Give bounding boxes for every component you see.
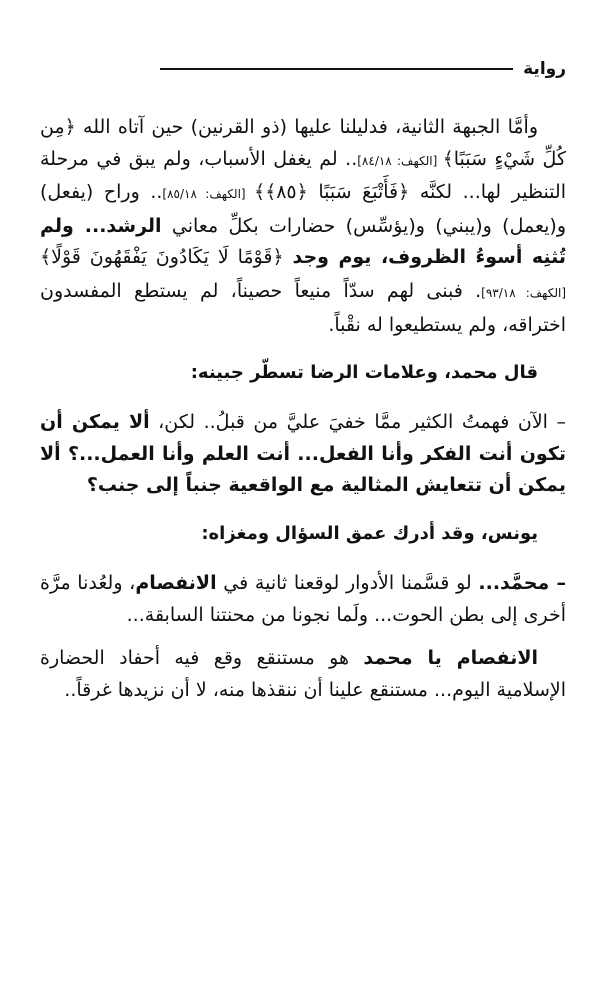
paragraph-4: [40, 643, 566, 706]
quran-citation-1: [الكهف: ٨٤/١٨]: [357, 153, 443, 168]
paragraph-1-text-b: .. لم يغفل الأسباب، ولم يبق في مرحلة التنظير لها... لكنَّه: [40, 147, 566, 204]
paragraph-3-bold-name: – محمَّد...: [478, 571, 566, 594]
paragraph-3-text-b: لو قسَّمنا الأدوار لوقعنا ثانية في: [216, 571, 479, 594]
quran-quote-2: ﴿فَأَتْبَعَ سَبَبًا ﴿٨٥﴾﴾: [253, 181, 410, 204]
running-header: [160, 54, 566, 84]
paragraph-2-bold-text: ألا يمكن أن تكون أنت الفكر وأنا الفعل... أنت العلم وأنا العمل...؟ ألا يمكن أن تتعايش المثالية مع الواقعية جنباً إلى جنب؟: [40, 411, 566, 497]
paragraph-2-text-a: – الآن فهمتُ الكثير ممَّا خفيَ عليَّ من قبلُ.. لكن،: [149, 411, 566, 434]
paragraph-2: [40, 407, 566, 502]
page-body: [40, 112, 566, 706]
quran-citation-2: [الكهف: ٨٥/١٨]: [162, 187, 254, 202]
paragraph-3-text-d: ، ولعُدنا مرَّة أخرى إلى بطن الحوت... ولَما نجونا من محنتنا السابقة...: [40, 571, 566, 626]
quran-citation-3: [الكهف: ٩٣/١٨]: [481, 285, 566, 300]
paragraph-3-bold-term: الانفصام: [135, 571, 217, 594]
paragraph-4-text-b: هو مستنقع وقع فيه أحفاد الحضارة الإسلامية اليوم... مستنقع علينا أن ننقذها منه، لا أن نزيدها غرقاً..: [40, 647, 566, 701]
paragraph-1: [40, 112, 566, 341]
quran-quote-1: ﴿مِن كُلِّ شَيْءٍ سَبَبًا﴾: [40, 116, 566, 170]
paragraph-1-text-e: . فبنى لهم سدّاً منيعاً حصيناً، لم يستطع المفسدون اختراقه، ولم يستطيعوا له نقْباً.: [40, 279, 566, 336]
paragraph-1-text-c: .. وراح (يفعل) و(يعمل) و(يبني) و(يؤسِّس) حضارات بكلِّ معاني: [40, 181, 566, 237]
dialogue-heading-2: يونس، وقد أدرك عمق السؤال ومغزاه:: [201, 522, 538, 544]
paragraph-4-bold-text: الانفصام يا محمد: [363, 647, 538, 670]
header-title: رواية: [523, 59, 566, 79]
paragraph-1-bold-text: الرشد... ولم تُثنِه أسوءُ الظروف، يوم وجد: [40, 214, 566, 269]
header-rule: [160, 68, 513, 70]
dialogue-heading-1: قال محمد، وعلامات الرضا تسطّر جبينه:: [190, 362, 538, 384]
paragraph-3: [40, 568, 566, 631]
quran-quote-3: ﴿قَوْمًا لَا يَكَادُونَ يَفْقَهُونَ قَوْلًا﴾: [40, 246, 293, 269]
paragraph-gap: [40, 631, 566, 643]
paragraph-1-text-a: وأمَّا الجبهة الثانية، فدليلنا عليها (ذو القرنين) حين آتاه الله: [75, 116, 538, 138]
